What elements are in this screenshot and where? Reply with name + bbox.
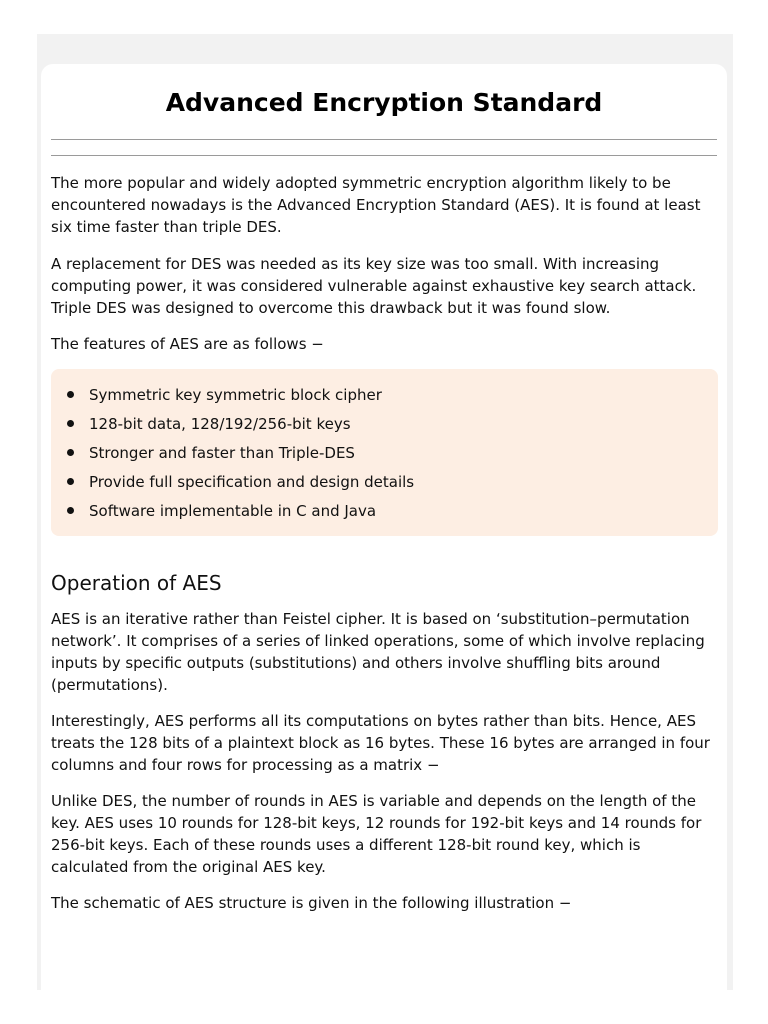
- intro-paragraph: The more popular and widely adopted symmetric encryption algorithm likely to be encountered nowadays is the Advanced Encryption Standard (AES). It is found at least six time faster than triple DES.: [51, 174, 701, 236]
- feature-label: 128-bit data, 128/192/256-bit keys: [89, 415, 351, 433]
- list-item: [51, 383, 711, 407]
- bullet-icon: [67, 507, 74, 514]
- schematic-intro: The schematic of AES structure is given in the following illustration −: [51, 894, 572, 912]
- bullet-icon: [67, 449, 74, 456]
- features-list-box: [51, 369, 718, 536]
- title-divider-bottom: [51, 155, 717, 156]
- section-heading: Operation of AES: [51, 571, 222, 595]
- title-divider-top: [51, 139, 717, 140]
- bullet-icon: [67, 391, 74, 398]
- bytes-paragraph: Interestingly, AES performs all its computations on bytes rather than bits. Hence, AES treats the 128 bits of a plaintext block as 16 bytes. These 16 bytes are arranged in four columns and four rows for processing as a matrix −: [51, 712, 710, 774]
- feature-label: Symmetric key symmetric block cipher: [89, 386, 382, 404]
- bullet-icon: [67, 420, 74, 427]
- feature-label: Stronger and faster than Triple-DES: [89, 444, 355, 462]
- bullet-icon: [67, 478, 74, 485]
- features-intro: The features of AES are as follows −: [51, 335, 324, 353]
- feature-label: Software implementable in C and Java: [89, 502, 377, 520]
- feature-label: Provide full specification and design details: [89, 473, 415, 491]
- list-item: [51, 470, 711, 494]
- operation-paragraph: AES is an iterative rather than Feistel cipher. It is based on ‘substitution–permutation network’. It comprises of a series of linked operations, some of which involve replacing inputs by specific outputs (substitutions) and others involve shuffling bits around (permutations).: [51, 610, 705, 694]
- page-title: Advanced Encryption Standard: [165, 88, 603, 117]
- list-item: [51, 441, 711, 465]
- list-item: [51, 499, 711, 523]
- list-item: [51, 412, 711, 436]
- des-replacement-paragraph: A replacement for DES was needed as its key size was too small. With increasing computing power, it was considered vulnerable against exhaustive key search attack. Triple DES was designed to overcome this drawback but it was found slow.: [51, 255, 697, 317]
- rounds-paragraph: Unlike DES, the number of rounds in AES is variable and depends on the length of the key. AES uses 10 rounds for 128-bit keys, 12 rounds for 192-bit keys and 14 rounds for 256-bit keys. Each of these rounds uses a different 128-bit round key, which is calculated from the original AES key.: [51, 792, 702, 876]
